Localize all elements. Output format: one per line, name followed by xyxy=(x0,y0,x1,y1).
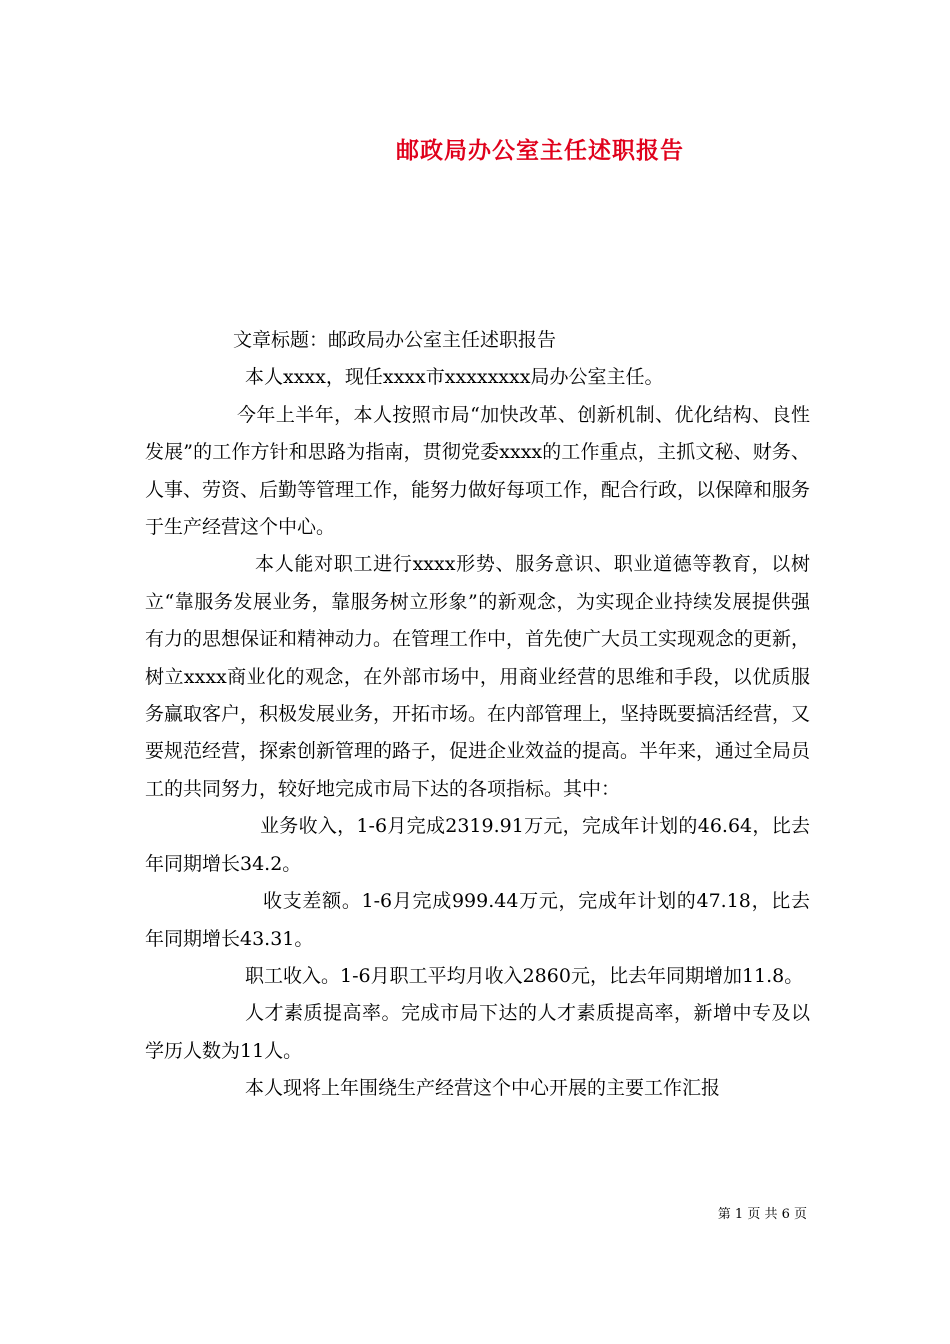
paragraph-subtitle: 文章标题：邮政局办公室主任述职报告 xyxy=(233,329,557,351)
paragraph-intro: 本人xxxx，现任xxxx市xxxxxxxx局办公室主任。 xyxy=(245,366,664,389)
paragraph-talent-rate: 人才素质提高率。完成市局下达的人才素质提高率，新增中专及以学历人数为11人。 xyxy=(145,1002,810,1062)
document-body xyxy=(145,322,810,1108)
paragraph-balance: 收支差额。1-6月完成999.44万元，完成年计划的47.18，比去年同期增长43.31。 xyxy=(145,890,810,950)
paragraph-report-intro: 本人现将上年围绕生产经营这个中心开展的主要工作汇报 xyxy=(245,1077,721,1100)
paragraph-business-income: 业务收入，1-6月完成2319.91万元，完成年计划的46.64，比去年同期增长34.2。 xyxy=(145,815,810,875)
paragraph-first-half-year: 今年上半年，本人按照市局“加快改革、创新机制、优化结构、良性发展”的工作方针和思路为指南，贯彻党委xxxx的工作重点，主抓文秘、财务、人事、劳资、后勤等管理工作，能努力做好每项工作，配合行政，以保障和服务于生产经营这个中心。 xyxy=(145,403,811,539)
paragraph-staff-income: 职工收入。1-6月职工平均月收入2860元，比去年同期增加11.8。 xyxy=(245,964,804,987)
paragraph-education: 本人能对职工进行xxxx形势、服务意识、职业道德等教育，以树立“靠服务发展业务，靠服务树立形象”的新观念，为实现企业持续发展提供强有力的思想保证和精神动力。在管理工作中，首先使广大员工实现观念的更新，树立xxxx商业化的观念，在外部市场中，用商业经营的思维和手段，以优质服务赢取客户，积极发展业务，开拓市场。在内部管理上，坚持既要搞活经营，又要规范经营，探索创新管理的路子，促进企业效益的提高。半年来，通过全局员工的共同努力，较好地完成市局下达的各项指标。其中： xyxy=(145,553,811,800)
document-title: 邮政局办公室主任述职报告 xyxy=(396,137,684,164)
page-footer: 第 1 页 共 6 页 xyxy=(717,1207,807,1222)
